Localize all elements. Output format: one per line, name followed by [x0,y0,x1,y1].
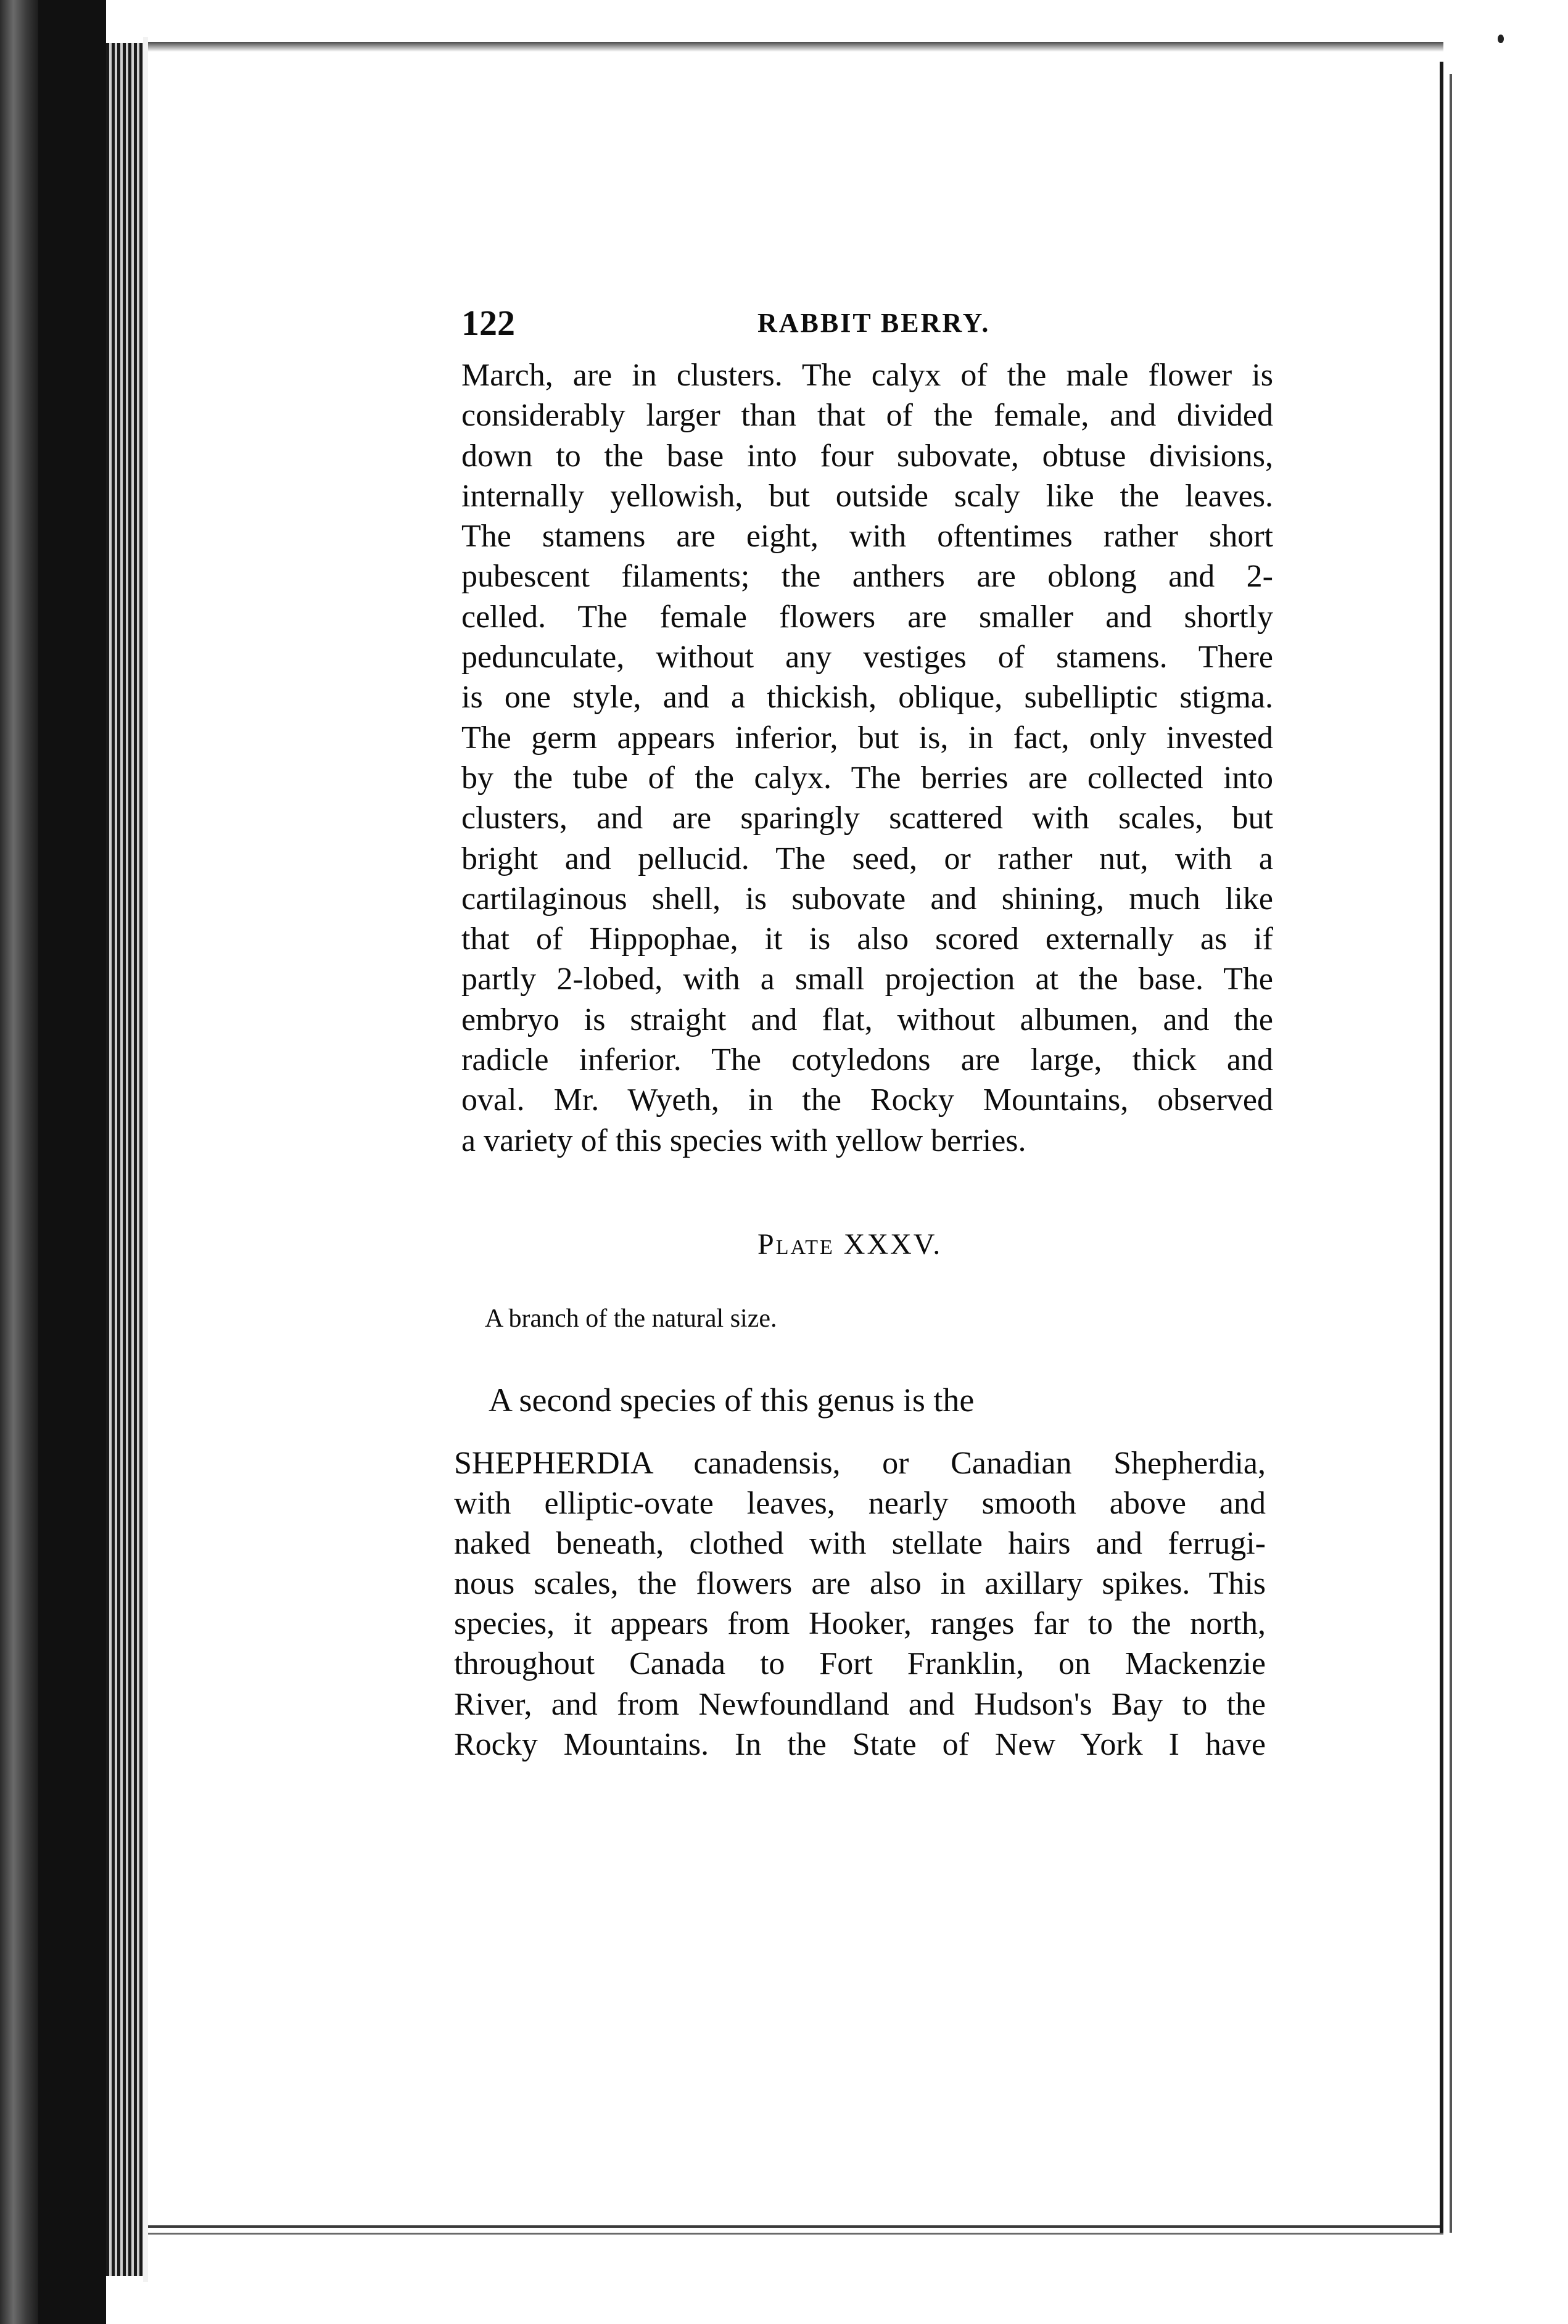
text-line: naked beneath, clothed with stellate hairs and ferrugi- [454,1526,1266,1562]
plate-caption: A branch of the natural size. [485,1304,777,1333]
page-stack-edges [106,43,143,2276]
text-line: is one style, and a thickish, oblique, subelliptic stigma. [461,680,1273,715]
top-page-shadow [148,42,1443,52]
text-line: by the tube of the calyx. The berries are collected into [461,760,1273,796]
text-line: nous scales, the flowers are also in axillary spikes. This [454,1566,1266,1602]
text-line: a variety of this species with yellow berries. [461,1123,1026,1158]
text-line: pedunculate, without any vestiges of stamens. There [461,640,1273,675]
page-edge-gap [143,37,148,2282]
text-line: internally yellowish, but outside scaly like the leaves. [461,478,1273,514]
bottom-page-edge-secondary [148,2233,1443,2235]
description-paragraph [461,355,1273,1161]
text-line: River, and from Newfoundland and Hudson's Bay to the [454,1686,1266,1722]
book-gutter-shadow [38,0,106,2324]
text-line: radicle inferior. The cotyledons are large, thick and [461,1042,1273,1078]
text-line: with elliptic-ovate leaves, nearly smooth above and [454,1486,1266,1522]
next-page-edge [1450,74,1452,2233]
text-line: cartilaginous shell, is subovate and shining, much like [461,881,1273,917]
book-spine-edge [0,0,38,2324]
text-line: pubescent filaments; the anthers are oblong and 2- [461,559,1273,595]
text-line: partly 2-lobed, with a small projection at the base. The [461,962,1273,997]
text-line: clusters, and are sparingly scattered with scales, but [461,801,1273,836]
text-line: SHEPHERDIA canadensis, or Canadian Shepherdia, [454,1446,1266,1481]
right-page-edge [1440,62,1443,2233]
text-line: that of Hippophae, it is also scored externally as if [461,921,1273,957]
species-paragraph [454,1443,1266,1765]
text-line: celled. The female flowers are smaller and shortly [461,599,1273,635]
intro-line: A second species of this genus is the [489,1382,975,1419]
plate-heading: Plate XXXV. [757,1228,943,1261]
text-line: embryo is straight and flat, without albumen, and the [461,1002,1273,1037]
bottom-page-edge [148,2225,1443,2228]
text-line: down to the base into four subovate, obtuse divisions, [461,438,1273,474]
text-line: The germ appears inferior, but is, in fact, only invested [461,720,1273,756]
text-line: species, it appears from Hooker, ranges far to the north, [454,1606,1266,1642]
scan-speck [1498,35,1504,43]
running-head: RABBIT BERRY. [757,308,991,338]
text-line: oval. Mr. Wyeth, in the Rocky Mountains, observed [461,1082,1273,1118]
text-line: bright and pellucid. The seed, or rather nut, with a [461,841,1273,876]
page-header [461,301,1269,345]
text-line: Rocky Mountains. In the State of New York I have [454,1726,1266,1762]
text-line: The stamens are eight, with oftentimes rather short [461,519,1273,554]
text-line: considerably larger than that of the female, and divided [461,398,1273,434]
text-line: throughout Canada to Fort Franklin, on Mackenzie [454,1646,1266,1682]
page-number: 122 [461,303,515,343]
text-line: March, are in clusters. The calyx of the male flower is [461,358,1273,393]
